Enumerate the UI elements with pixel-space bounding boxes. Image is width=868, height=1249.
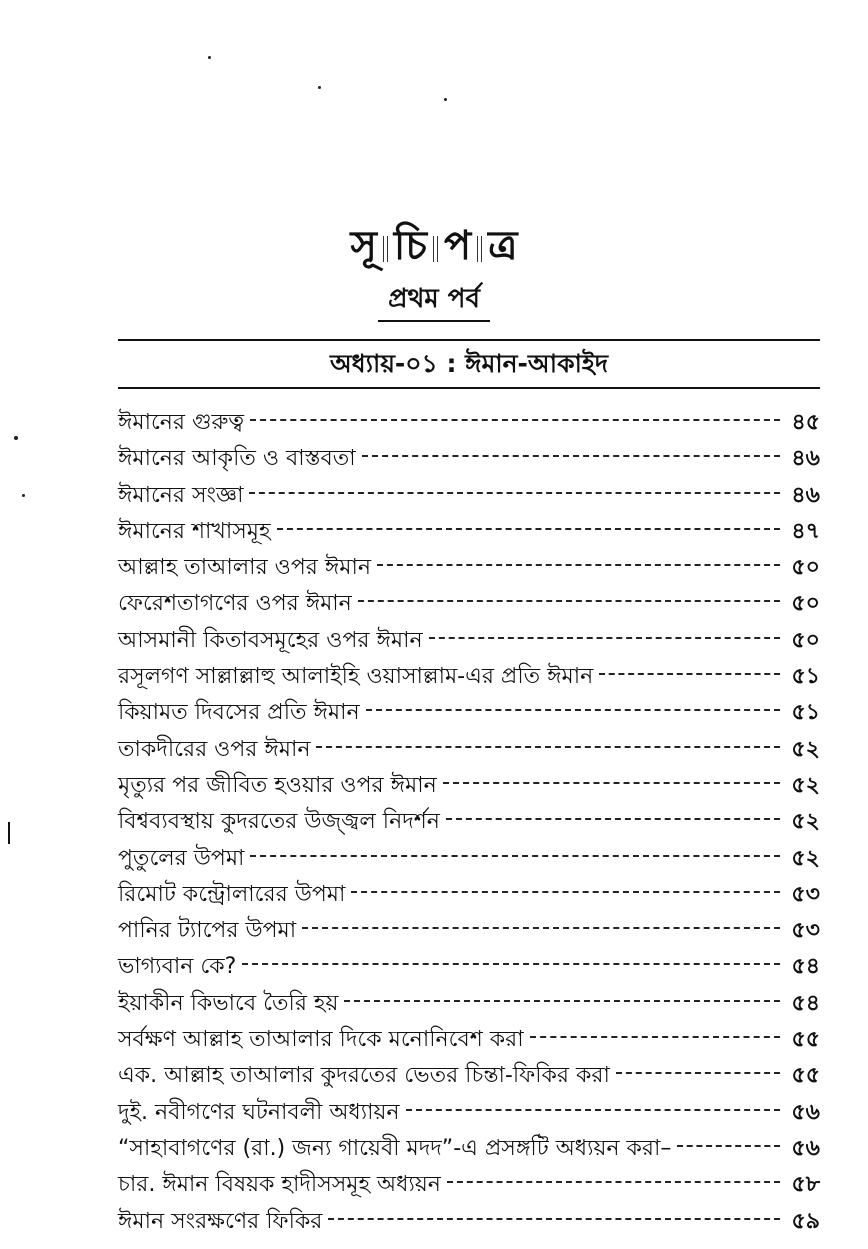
toc-entry-title: ঈমানের শাখাসমূহ (118, 518, 271, 544)
toc-entry-title: কিয়ামত দিবসের প্রতি ঈমান (118, 700, 360, 726)
toc-entry[interactable] (118, 1058, 820, 1094)
part-heading-wrap (0, 282, 868, 322)
toc-entry[interactable] (118, 405, 820, 441)
dotted-leader (530, 1036, 780, 1038)
toc-entry[interactable] (118, 550, 820, 586)
dotted-leader (351, 891, 780, 893)
toc-entry[interactable] (118, 732, 820, 768)
title-divider (477, 236, 482, 262)
dotted-leader (328, 1218, 780, 1220)
toc-entry-page-number: ৫২ (791, 809, 820, 835)
scan-speck (22, 494, 25, 497)
toc-entry-page-number: ৫০ (791, 627, 820, 653)
toc-entry[interactable] (118, 1131, 820, 1167)
toc-entry-title: “সাহাবাগণের (রা.) জন্য গায়েবী মদদ”-এ প্রসঙ্গটি অধ্যয়ন করা– (118, 1135, 672, 1161)
page-title (0, 222, 868, 270)
toc-entry-title: ফেরেশতাগণের ওপর ঈমান (118, 591, 352, 617)
scan-speck (318, 86, 321, 89)
dotted-leader (677, 1145, 780, 1147)
title-divider (433, 236, 438, 262)
toc-entry[interactable] (118, 804, 820, 840)
toc-entry-page-number: ৫৫ (791, 1063, 820, 1089)
toc-entry[interactable] (118, 1022, 820, 1058)
dotted-leader (446, 818, 780, 820)
dotted-leader (250, 419, 780, 421)
dotted-leader (406, 1109, 780, 1111)
toc-entry-title: সর্বক্ষণ আল্লাহ তাআলার দিকে মনোনিবেশ করা (118, 1027, 524, 1053)
toc-entry-page-number: ৫৬ (791, 1099, 820, 1125)
dotted-leader (344, 1000, 780, 1002)
toc-entry-page-number: ৫০ (791, 591, 820, 617)
toc-entry[interactable] (118, 514, 820, 550)
toc-entry-page-number: ৫৬ (791, 1135, 820, 1161)
toc-entry-page-number: ৫২ (791, 772, 820, 798)
chapter-heading-box (118, 339, 820, 389)
scan-speck (208, 56, 211, 59)
toc-entry-title: পানির ট্যাপের উপমা (118, 918, 297, 944)
toc-entry[interactable] (118, 659, 820, 695)
toc-entry[interactable] (118, 841, 820, 877)
toc-entry-page-number: ৫৪ (791, 990, 820, 1016)
toc-entry-page-number: ৫২ (791, 736, 820, 762)
toc-entry-page-number: ৪৬ (791, 446, 820, 472)
title-char: চি (393, 223, 427, 269)
toc-entry-title: এক. আল্লাহ তাআলার কুদরতের ভেতর চিন্তা-ফিকির করা (118, 1063, 610, 1089)
toc-entry-page-number: ৫৪ (791, 954, 820, 980)
dotted-leader (362, 455, 780, 457)
toc-entry-page-number: ৫২ (791, 845, 820, 871)
toc-entry-title: ঈমানের আকৃতি ও বাস্তবতা (118, 446, 356, 472)
toc-entry-title: ঈমানের গুরুত্ব (118, 410, 245, 435)
toc-entry-title: রিমোট কন্ট্রোলারের উপমা (118, 881, 346, 907)
toc-entry-title: আল্লাহ তাআলার ওপর ঈমান (118, 555, 371, 581)
toc-entry-title: পুতুলের উপমা (118, 845, 245, 871)
toc-entry[interactable] (118, 768, 820, 804)
dotted-leader (447, 1181, 780, 1183)
toc-entry-page-number: ৫৩ (791, 918, 820, 944)
toc-entry-title: মৃত্যুর পর জীবিত হওয়ার ওপর ঈমান (118, 772, 437, 798)
toc-entry-page-number: ৪৭ (791, 518, 820, 544)
toc-entry-page-number: ৪৫ (791, 410, 820, 435)
toc-entry-title: চার. ঈমান বিষয়ক হাদীসসমূহ অধ্যয়ন (118, 1172, 441, 1198)
scan-speck (444, 98, 447, 101)
toc-entry[interactable] (118, 623, 820, 659)
toc-entry-page-number: ৫৮ (791, 1172, 820, 1198)
title-char: ত্র (488, 223, 518, 269)
toc-entry-title: দুই. নবীগণের ঘটনাবলী অধ্যায়ন (118, 1099, 400, 1125)
dotted-leader (616, 1072, 780, 1074)
title-char: প (443, 223, 472, 269)
toc-entry-title: রসূলগণ সাল্লাল্লাহু আলাইহি ওয়াসাল্লাম-এর প্রতি ঈমান (118, 664, 594, 690)
toc-entry[interactable] (118, 913, 820, 949)
title-char: সূ (350, 223, 377, 269)
dotted-leader (250, 855, 780, 857)
part-heading: প্রথম পর্ব (378, 282, 490, 322)
dotted-leader (249, 492, 780, 494)
table-of-contents (118, 405, 820, 1240)
toc-entry[interactable] (118, 1167, 820, 1203)
dotted-leader (429, 637, 780, 639)
dotted-leader (377, 564, 780, 566)
toc-entry-title: ঈমানের সংজ্ঞা (118, 482, 244, 508)
dotted-leader (366, 709, 780, 711)
dotted-leader (277, 528, 780, 530)
toc-entry-page-number: ৫৫ (791, 1027, 820, 1053)
toc-entry-title: বিশ্বব্যবস্থায় কুদরতের উজ্জ্বল নিদর্শন (118, 809, 440, 835)
toc-entry-title: আসমানী কিতাবসমূহের ওপর ঈমান (118, 627, 423, 653)
toc-entry[interactable] (118, 877, 820, 913)
title-divider (383, 236, 388, 262)
dotted-leader (358, 600, 780, 602)
toc-entry-title: ঈমান সংরক্ষণের ফিকির (118, 1208, 323, 1234)
toc-entry-page-number: ৪৬ (791, 482, 820, 508)
toc-entry-title: ভাগ্যবান কে? (118, 954, 237, 980)
toc-entry-page-number: ৫৩ (791, 881, 820, 907)
toc-entry[interactable] (118, 1204, 820, 1240)
toc-entry[interactable] (118, 949, 820, 985)
dotted-leader (302, 927, 780, 929)
dotted-leader (316, 746, 780, 748)
toc-entry[interactable] (118, 586, 820, 622)
toc-entry[interactable] (118, 986, 820, 1022)
toc-entry[interactable] (118, 441, 820, 477)
toc-entry-page-number: ৫১ (791, 664, 820, 690)
toc-entry-title: তাকদীরের ওপর ঈমান (118, 736, 311, 762)
toc-entry-title: ইয়াকীন কিভাবে তৈরি হয় (118, 990, 339, 1016)
toc-entry[interactable] (118, 478, 820, 514)
scan-edge-mark (8, 822, 10, 844)
scan-speck (14, 436, 18, 440)
toc-entry[interactable] (118, 1095, 820, 1131)
toc-entry-page-number: ৫০ (791, 555, 820, 581)
dotted-leader (599, 673, 780, 675)
chapter-heading: অধ্যায়-০১ : ঈমান-আকাইদ (330, 349, 608, 378)
toc-entry-page-number: ৫১ (791, 700, 820, 726)
toc-entry-page-number: ৫৯ (791, 1208, 820, 1234)
dotted-leader (242, 963, 780, 965)
toc-entry[interactable] (118, 695, 820, 731)
dotted-leader (443, 782, 780, 784)
